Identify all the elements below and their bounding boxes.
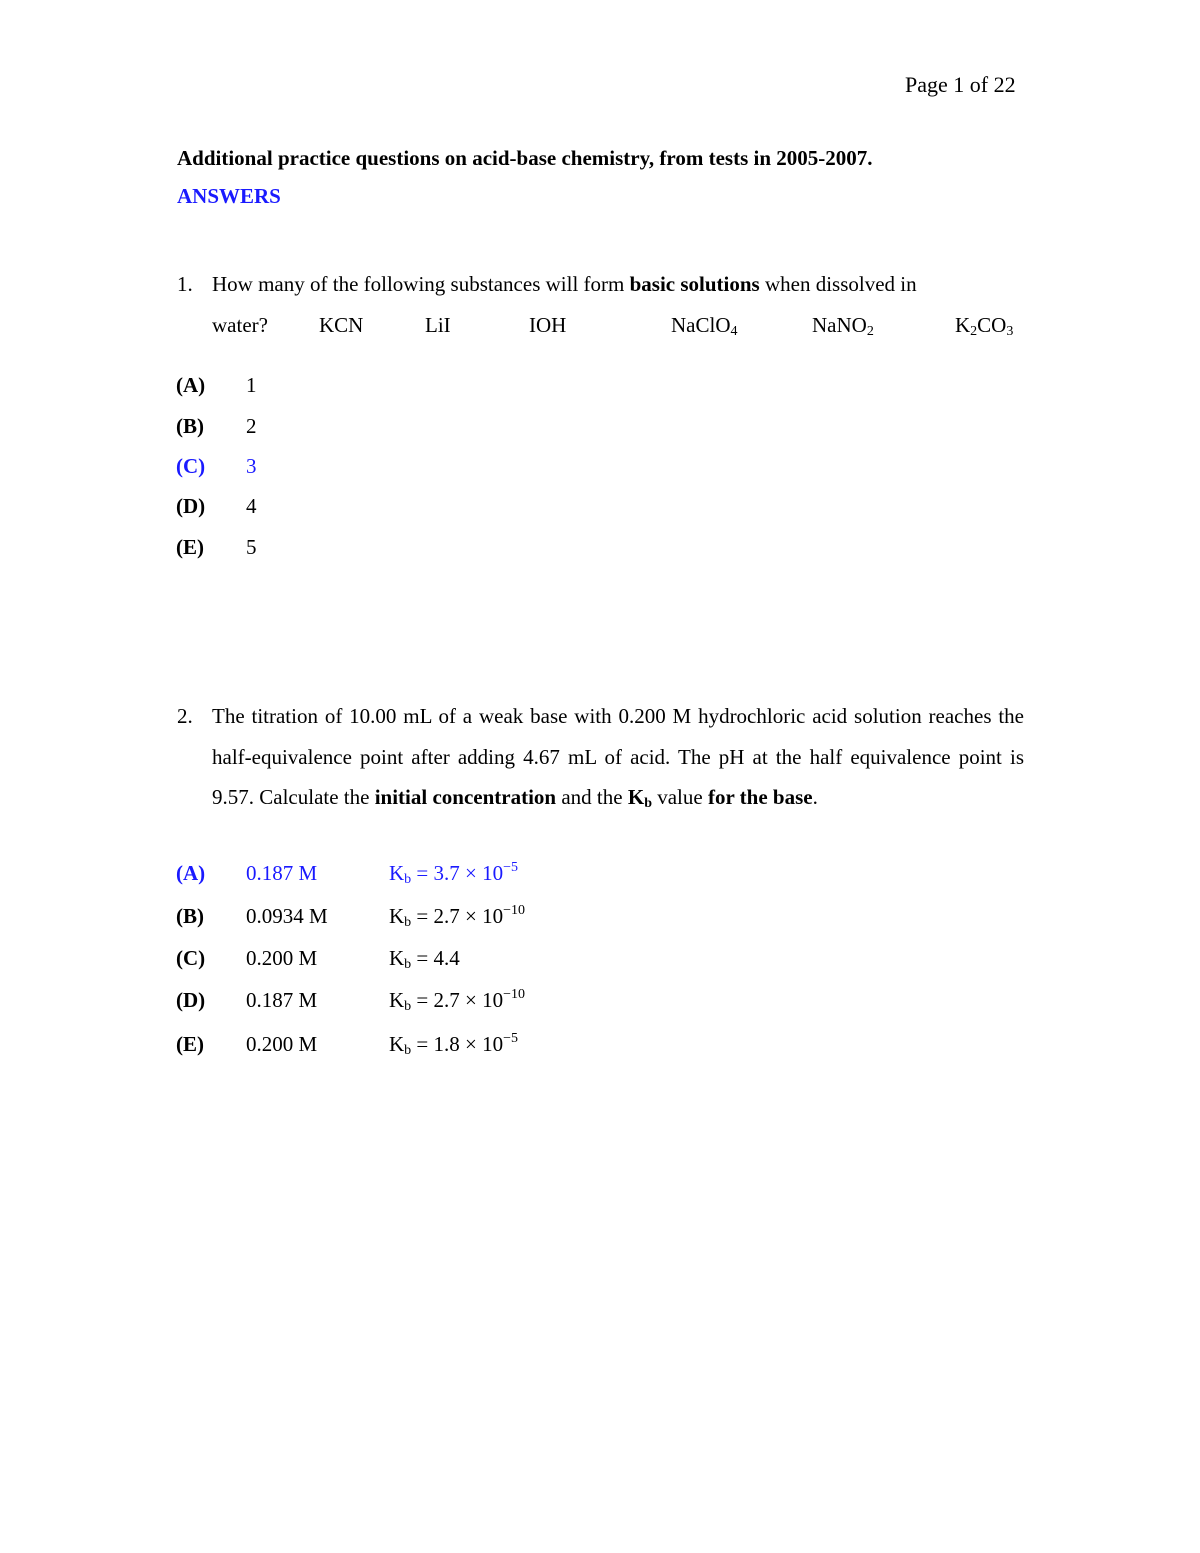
q1-option-c-value: 3 [246, 454, 257, 478]
q1-option-d-value: 4 [246, 494, 257, 518]
q2-option-e-kb: $K_b = 1.8 \times 10^{-5}$ [389, 1031, 519, 1058]
q2-option-d-label: (D) [176, 988, 206, 1012]
page-number: Page 1 of 22 [905, 72, 1016, 97]
q2-option-a-kb: $K_b = 3.7 \times 10^{-5}$ [389, 860, 519, 887]
q1-option-a-value: 1 [246, 373, 257, 397]
q2-option-c-label: (C) [176, 946, 206, 970]
question-2-number: 2. [177, 704, 193, 728]
q1-option-e-label: (E) [176, 535, 204, 559]
answers-heading: ANSWERS [177, 184, 281, 208]
substance-lii: LiI [425, 313, 451, 337]
substance-ioh: IOH [529, 313, 567, 337]
q2-option-a-label: (A) [176, 861, 206, 885]
q2-option-c-kb: $K_b = 4.4$ [389, 946, 460, 972]
q2-option-a-conc: 0.187 M [246, 861, 318, 885]
question-1-emphasis: basic solutions [629, 272, 760, 296]
q1-option-a-label: (A) [176, 373, 206, 397]
q2-option-e-label: (E) [176, 1032, 204, 1056]
q2-option-e-conc: 0.200 M [246, 1032, 318, 1056]
document-title: Additional practice questions on acid-base chemistry, from tests in 2005-2007. [177, 146, 873, 170]
question-1-line2-prefix: water? [212, 313, 268, 337]
substance-naclo4: NaClO$_4$ [671, 313, 738, 339]
substance-k2co3: $K_2CO_3$ [955, 313, 1014, 339]
q2-option-d-kb: $K_b = 2.7 \times 10^{-10}$ [389, 987, 526, 1014]
q1-option-b-label: (B) [176, 414, 204, 438]
q1-option-e-value: 5 [246, 535, 257, 559]
q2-option-b-kb: $K_b = 2.7 \times 10^{-10}$ [389, 903, 526, 930]
question-2-text: The titration of 10.00 mL of a weak base with 0.200 M hydrochloric acid solution reaches the half-equivalence point after adding 4.67 mL of acid. The pH at the half equivalence point is 9.57. Calculate the initial concentration and the $K_b$ value for the base. [212, 704, 1024, 811]
q1-option-d-label: (D) [176, 494, 206, 518]
question-1-number: 1. [177, 272, 193, 296]
q2-option-b-label: (B) [176, 904, 204, 928]
q2-option-c-conc: 0.200 M [246, 946, 318, 970]
q2-option-d-conc: 0.187 M [246, 988, 318, 1012]
substance-nano2: NaNO$_2$ [812, 313, 874, 339]
question-1-text: How many of the following substances will form basic solutions when dissolved in [212, 272, 917, 296]
q1-option-b-value: 2 [246, 414, 257, 438]
q1-option-c-label: (C) [176, 454, 206, 478]
q2-option-b-conc: 0.0934 M [246, 904, 328, 928]
substance-kcn: KCN [319, 313, 364, 337]
